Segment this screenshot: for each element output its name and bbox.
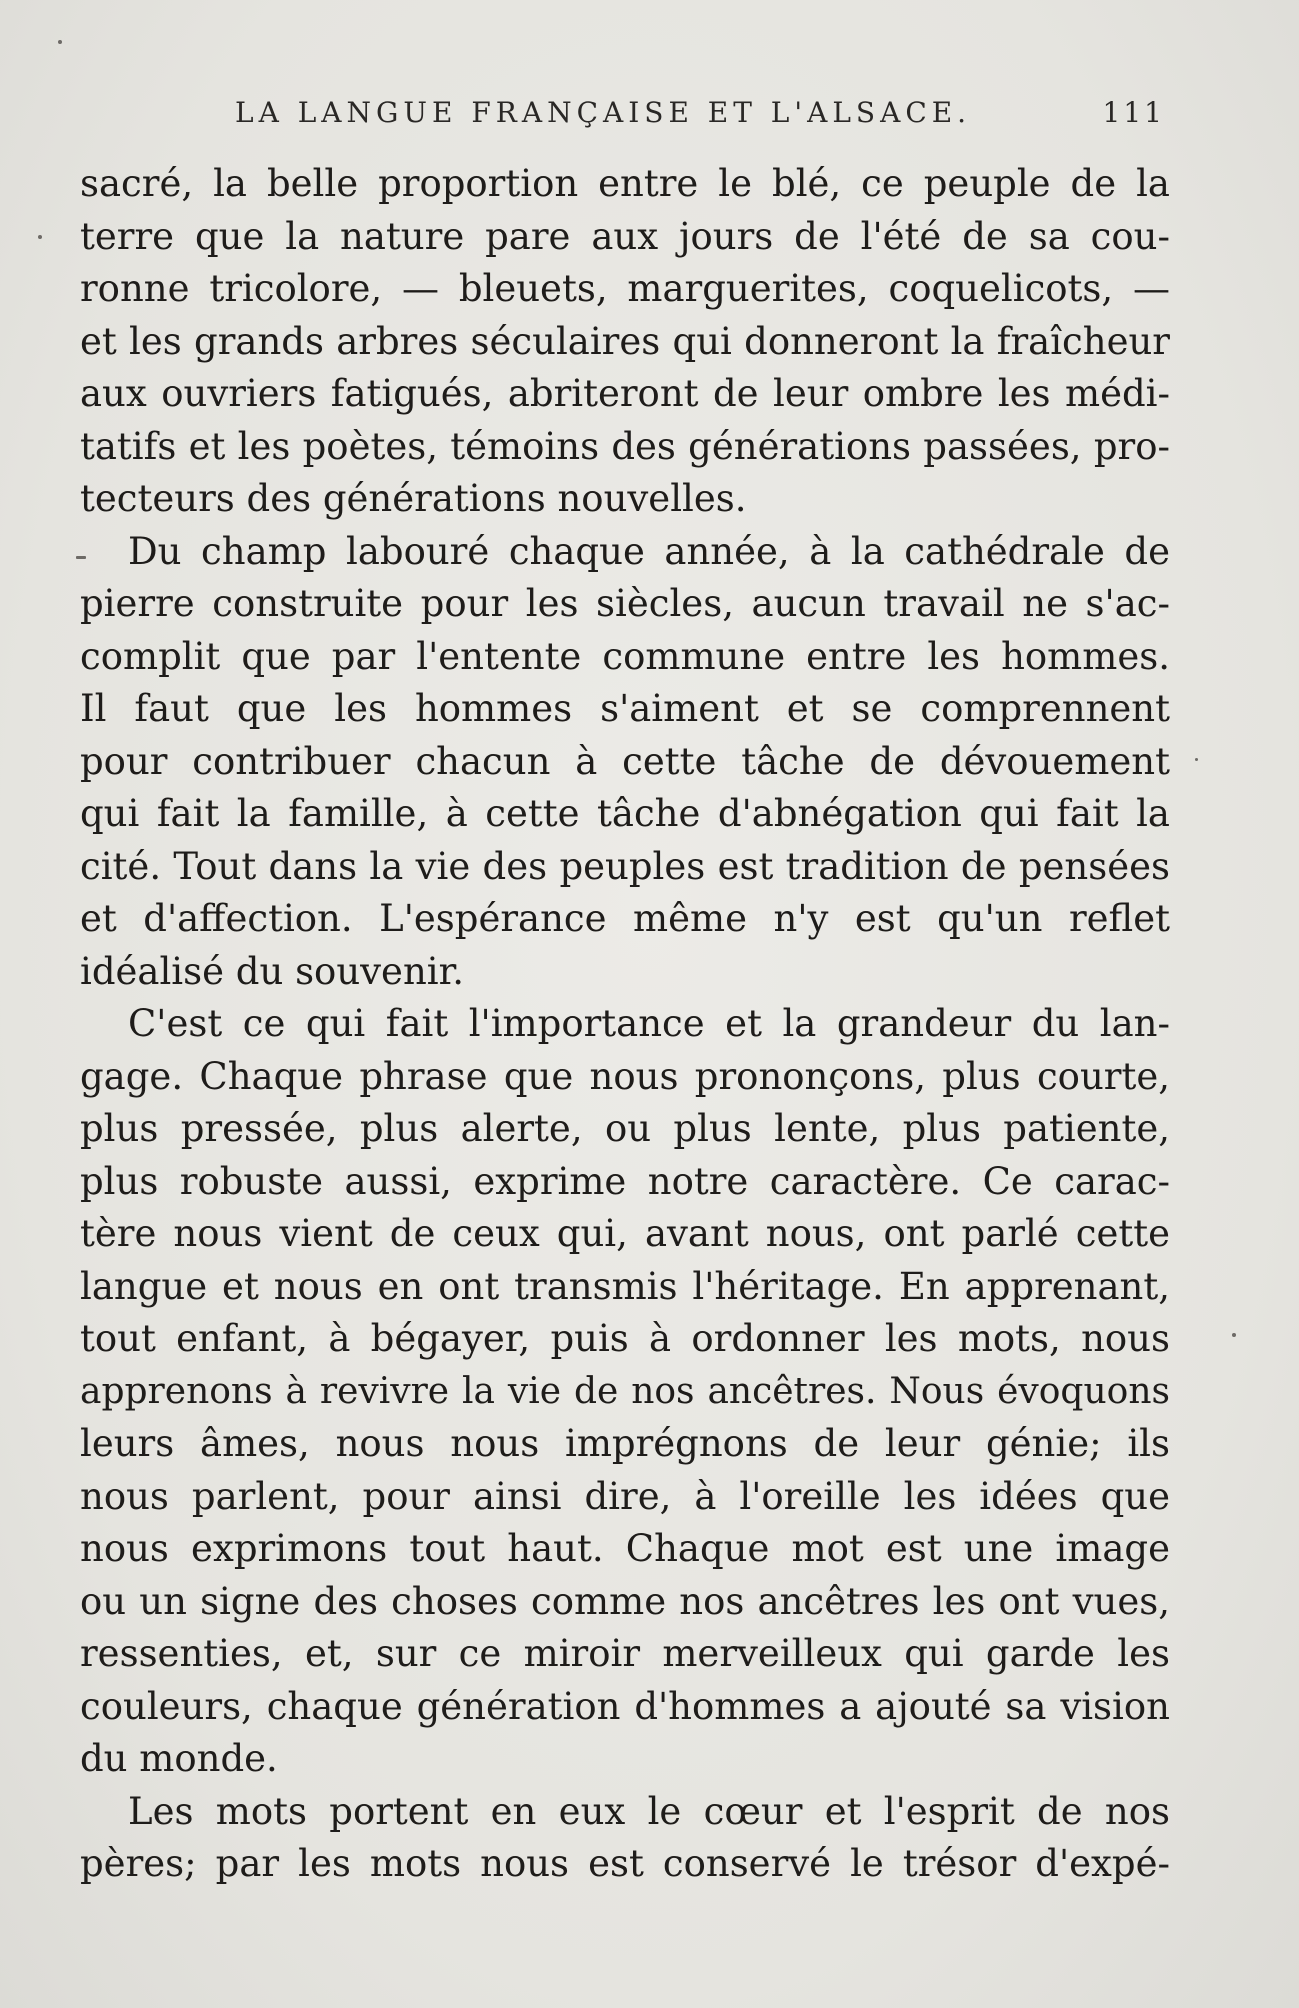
running-head bbox=[85, 96, 1165, 136]
text-line: C'est ce qui fait l'importance et la grandeur du lan- bbox=[128, 1002, 1170, 1045]
text-line: et les grands arbres séculaires qui donneront la fraîcheur bbox=[80, 319, 1170, 363]
text-line: et d'affection. L'espérance même n'y est qu'un reflet bbox=[80, 897, 1170, 940]
text-line: plus robuste aussi, exprime notre caractère. Ce carac- bbox=[80, 1159, 1170, 1203]
body-text bbox=[80, 158, 1170, 1891]
text-line: plus pressée, plus alerte, ou plus lente, plus patiente, bbox=[80, 1107, 1170, 1150]
text-line: tatifs et les poètes, témoins des générations passées, pro- bbox=[80, 424, 1170, 468]
text-line: pour contribuer chacun à cette tâche de dévouement bbox=[80, 739, 1170, 783]
text-line: terre que la nature pare aux jours de l'été de sa cou- bbox=[80, 214, 1170, 258]
text-line: couleurs, chaque génération d'hommes a ajouté sa vision bbox=[80, 1684, 1170, 1728]
text-line: Du champ labouré chaque année, à la cathédrale de bbox=[128, 529, 1170, 573]
text-line: aux ouvriers fatigués, abriteront de leur ombre les médi- bbox=[80, 372, 1170, 415]
text-line: pères; par les mots nous est conservé le trésor d'expé- bbox=[80, 1842, 1170, 1885]
text-line: apprenons à revivre la vie de nos ancêtres. Nous évoquons bbox=[80, 1370, 1170, 1412]
text-line: leurs âmes, nous nous imprégnons de leur génie; ils bbox=[80, 1422, 1170, 1465]
paragraph bbox=[80, 998, 1170, 1786]
text-line: gage. Chaque phrase que nous prononçons, plus courte, bbox=[80, 1054, 1170, 1098]
text-line: langue et nous en ont transmis l'héritage. En apprenant, bbox=[80, 1264, 1170, 1308]
text-line: nous exprimons tout haut. Chaque mot est une image bbox=[80, 1527, 1170, 1570]
text-line: ou un signe des choses comme nos ancêtres les ont vues, bbox=[80, 1579, 1170, 1623]
page-number: 111 bbox=[1102, 96, 1165, 129]
paragraph bbox=[80, 1786, 1170, 1891]
text-line: Il faut que les hommes s'aiment et se comprennent bbox=[80, 687, 1170, 730]
paragraph bbox=[80, 526, 1170, 999]
text-line: ressenties, et, sur ce miroir merveilleux qui garde les bbox=[80, 1632, 1170, 1675]
text-line: nous parlent, pour ainsi dire, à l'oreille les idées que bbox=[80, 1474, 1170, 1518]
text-line: Les mots portent en eux le cœur et l'esprit de nos bbox=[128, 1789, 1170, 1833]
text-line: cité. Tout dans la vie des peuples est tradition de pensées bbox=[80, 844, 1170, 888]
paper-speck bbox=[76, 556, 86, 559]
running-title: LA LANGUE FRANÇAISE ET L'ALSACE. bbox=[235, 96, 972, 129]
paper-speck bbox=[1195, 758, 1198, 761]
text-line: qui fait la famille, à cette tâche d'abnégation qui fait la bbox=[80, 792, 1170, 835]
text-line: idéalisé du souvenir. bbox=[80, 949, 465, 993]
text-line: sacré, la belle proportion entre le blé, ce peuple de la bbox=[80, 162, 1170, 205]
text-line: ronne tricolore, — bleuets, marguerites, coquelicots, — bbox=[80, 267, 1170, 310]
text-line: tère nous vient de ceux qui, avant nous, ont parlé cette bbox=[80, 1212, 1170, 1255]
text-line: du monde. bbox=[80, 1737, 278, 1780]
paragraph bbox=[80, 158, 1170, 526]
paper-speck bbox=[58, 40, 62, 44]
text-line: tecteurs des générations nouvelles. bbox=[80, 477, 747, 520]
paper-speck bbox=[38, 235, 42, 239]
text-line: tout enfant, à bégayer, puis à ordonner les mots, nous bbox=[80, 1317, 1170, 1360]
paper-speck bbox=[1232, 1333, 1236, 1337]
text-line: pierre construite pour les siècles, aucun travail ne s'ac- bbox=[80, 582, 1170, 625]
text-line: complit que par l'entente commune entre les hommes. bbox=[80, 634, 1170, 678]
